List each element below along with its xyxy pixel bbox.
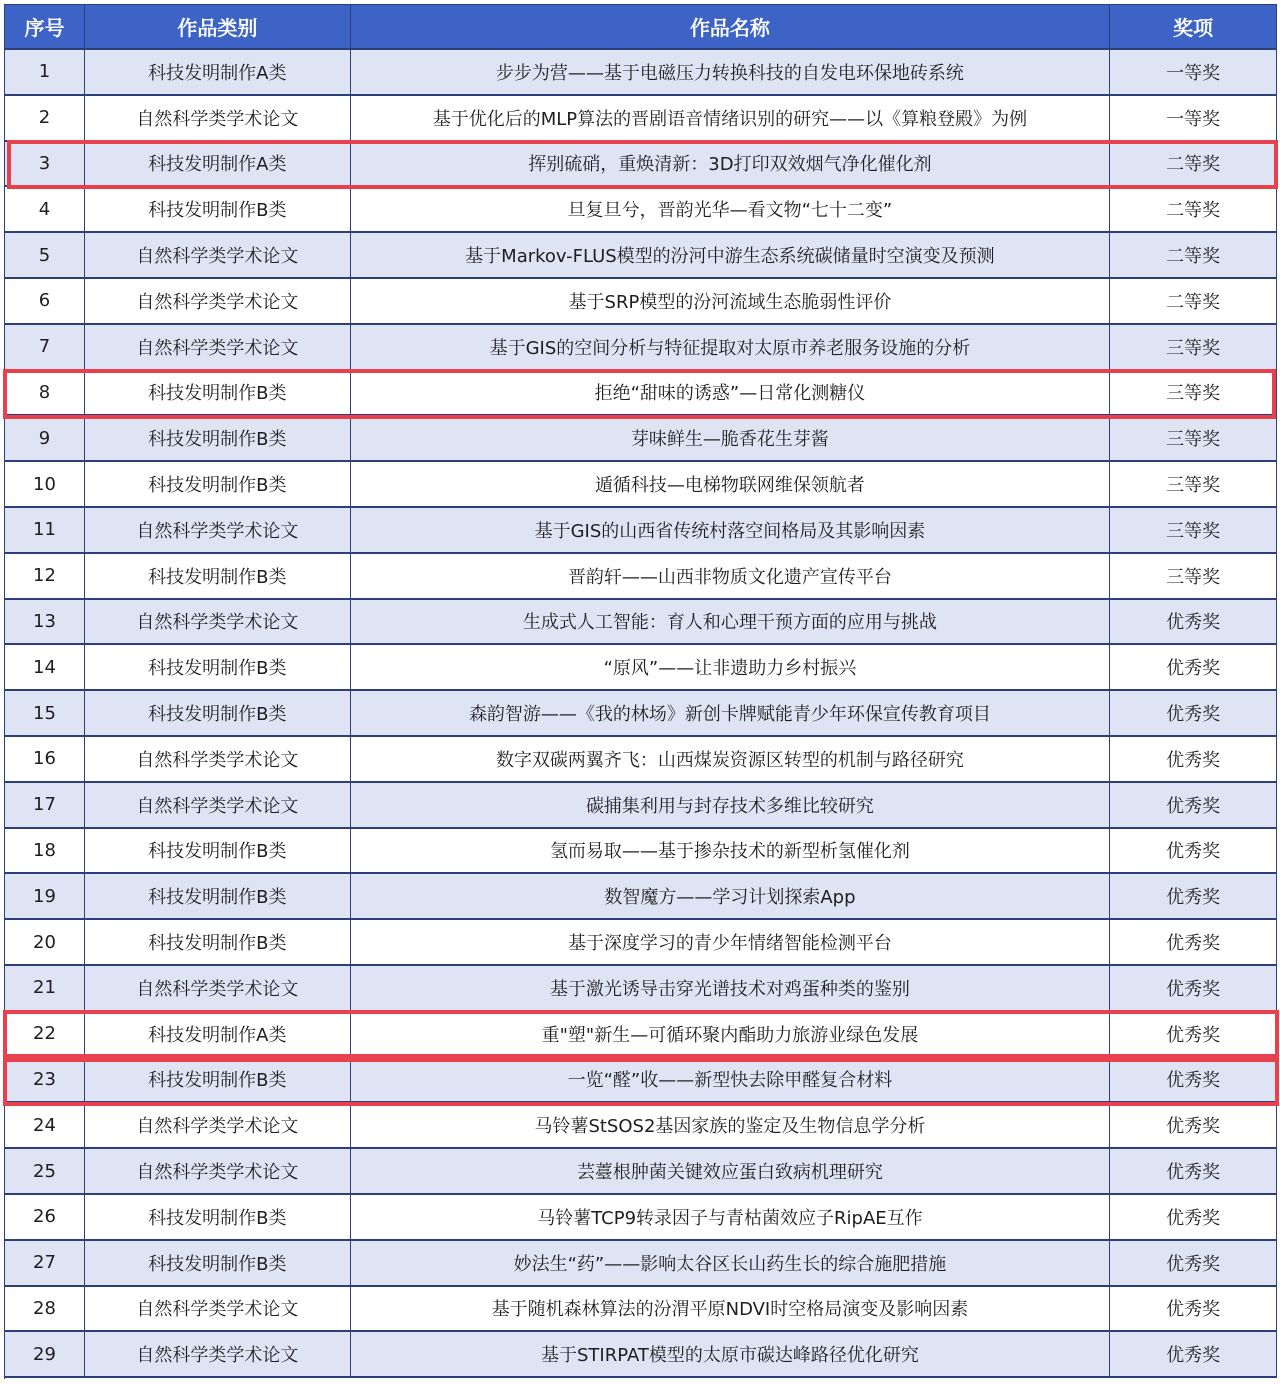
cell-award: 优秀奖 xyxy=(1110,1195,1277,1241)
cell-number: 6 xyxy=(5,279,85,325)
table-row xyxy=(5,966,1277,1012)
cell-category: 自然科学类学术论文 xyxy=(85,600,351,646)
cell-award: 一等奖 xyxy=(1110,96,1277,142)
table-row xyxy=(5,1149,1277,1195)
cell-category: 科技发明制作A类 xyxy=(85,142,351,188)
cell-award: 三等奖 xyxy=(1110,462,1277,508)
header-title: 作品名称 xyxy=(351,5,1110,50)
table-row xyxy=(5,783,1277,829)
header-category: 作品类别 xyxy=(85,5,351,50)
cell-award: 一等奖 xyxy=(1110,50,1277,96)
table-row xyxy=(5,462,1277,508)
cell-award: 优秀奖 xyxy=(1110,691,1277,737)
table-body xyxy=(5,50,1277,1378)
cell-number: 7 xyxy=(5,325,85,371)
header-number: 序号 xyxy=(5,5,85,50)
cell-number: 24 xyxy=(5,1103,85,1149)
cell-category: 自然科学类学术论文 xyxy=(85,1287,351,1333)
table-row xyxy=(5,142,1277,188)
table-row xyxy=(5,96,1277,142)
cell-number: 27 xyxy=(5,1241,85,1287)
cell-category: 科技发明制作B类 xyxy=(85,691,351,737)
cell-title: 基于随机森林算法的汾渭平原NDVI时空格局演变及影响因素 xyxy=(351,1287,1110,1333)
cell-title: 拒绝“甜味的诱惑”—日常化测糖仪 xyxy=(351,371,1110,417)
cell-title: 基于GIS的山西省传统村落空间格局及其影响因素 xyxy=(351,508,1110,554)
cell-title: 碳捕集利用与封存技术多维比较研究 xyxy=(351,783,1110,829)
cell-number: 9 xyxy=(5,416,85,462)
table-row xyxy=(5,1332,1277,1378)
cell-title: 重"塑"新生—可循环聚内酯助力旅游业绿色发展 xyxy=(351,1012,1110,1058)
cell-award: 优秀奖 xyxy=(1110,966,1277,1012)
table-row xyxy=(5,645,1277,691)
cell-title: 芸薹根肿菌关键效应蛋白致病机理研究 xyxy=(351,1149,1110,1195)
cell-category: 科技发明制作B类 xyxy=(85,874,351,920)
cell-award: 优秀奖 xyxy=(1110,1287,1277,1333)
cell-award: 二等奖 xyxy=(1110,233,1277,279)
cell-award: 优秀奖 xyxy=(1110,1103,1277,1149)
cell-category: 科技发明制作B类 xyxy=(85,1241,351,1287)
cell-category: 自然科学类学术论文 xyxy=(85,966,351,1012)
cell-title: 基于STIRPAT模型的太原市碳达峰路径优化研究 xyxy=(351,1332,1110,1378)
table-row xyxy=(5,371,1277,417)
table-row xyxy=(5,829,1277,875)
table-row xyxy=(5,920,1277,966)
cell-title: 基于GIS的空间分析与特征提取对太原市养老服务设施的分析 xyxy=(351,325,1110,371)
cell-award: 三等奖 xyxy=(1110,508,1277,554)
cell-number: 17 xyxy=(5,783,85,829)
cell-title: 森韵智游——《我的林场》新创卡牌赋能青少年环保宣传教育项目 xyxy=(351,691,1110,737)
cell-award: 优秀奖 xyxy=(1110,1012,1277,1058)
cell-number: 1 xyxy=(5,50,85,96)
cell-title: 马铃薯StSOS2基因家族的鉴定及生物信息学分析 xyxy=(351,1103,1110,1149)
cell-award: 优秀奖 xyxy=(1110,783,1277,829)
cell-number: 22 xyxy=(5,1012,85,1058)
cell-number: 14 xyxy=(5,645,85,691)
cell-title: 遁循科技—电梯物联网维保领航者 xyxy=(351,462,1110,508)
table-row xyxy=(5,1287,1277,1333)
cell-title: 基于深度学习的青少年情绪智能检测平台 xyxy=(351,920,1110,966)
cell-title: 基于激光诱导击穿光谱技术对鸡蛋种类的鉴别 xyxy=(351,966,1110,1012)
cell-number: 29 xyxy=(5,1332,85,1378)
cell-category: 自然科学类学术论文 xyxy=(85,1332,351,1378)
cell-category: 自然科学类学术论文 xyxy=(85,279,351,325)
cell-category: 科技发明制作B类 xyxy=(85,645,351,691)
cell-category: 自然科学类学术论文 xyxy=(85,1103,351,1149)
cell-category: 科技发明制作B类 xyxy=(85,462,351,508)
table-row xyxy=(5,187,1277,233)
table-row xyxy=(5,1058,1277,1104)
cell-number: 12 xyxy=(5,554,85,600)
table-row xyxy=(5,279,1277,325)
cell-number: 13 xyxy=(5,600,85,646)
cell-category: 科技发明制作B类 xyxy=(85,416,351,462)
table-row xyxy=(5,50,1277,96)
cell-category: 自然科学类学术论文 xyxy=(85,783,351,829)
cell-award: 优秀奖 xyxy=(1110,1241,1277,1287)
cell-award: 优秀奖 xyxy=(1110,1058,1277,1104)
cell-award: 优秀奖 xyxy=(1110,600,1277,646)
cell-category: 科技发明制作B类 xyxy=(85,920,351,966)
cell-category: 科技发明制作A类 xyxy=(85,50,351,96)
cell-title: 氢而易取——基于掺杂技术的新型析氢催化剂 xyxy=(351,829,1110,875)
cell-number: 28 xyxy=(5,1287,85,1333)
cell-category: 科技发明制作B类 xyxy=(85,371,351,417)
table-row xyxy=(5,416,1277,462)
table-row xyxy=(5,325,1277,371)
table-row xyxy=(5,737,1277,783)
cell-title: 一览“醛”收——新型快去除甲醛复合材料 xyxy=(351,1058,1110,1104)
awards-table xyxy=(4,4,1277,1379)
cell-category: 科技发明制作B类 xyxy=(85,554,351,600)
table-row xyxy=(5,554,1277,600)
cell-number: 5 xyxy=(5,233,85,279)
cell-title: 生成式人工智能：育人和心理干预方面的应用与挑战 xyxy=(351,600,1110,646)
cell-title: 挥别硫硝，重焕清新：3D打印双效烟气净化催化剂 xyxy=(351,142,1110,188)
cell-award: 二等奖 xyxy=(1110,279,1277,325)
cell-number: 8 xyxy=(5,371,85,417)
cell-title: 数智魔方——学习计划探索App xyxy=(351,874,1110,920)
cell-title: 晋韵轩——山西非物质文化遗产宣传平台 xyxy=(351,554,1110,600)
cell-award: 三等奖 xyxy=(1110,554,1277,600)
cell-number: 15 xyxy=(5,691,85,737)
cell-title: “原风”——让非遗助力乡村振兴 xyxy=(351,645,1110,691)
header-award: 奖项 xyxy=(1110,5,1277,50)
cell-number: 16 xyxy=(5,737,85,783)
cell-award: 优秀奖 xyxy=(1110,1149,1277,1195)
cell-award: 优秀奖 xyxy=(1110,920,1277,966)
cell-award: 优秀奖 xyxy=(1110,829,1277,875)
cell-number: 23 xyxy=(5,1058,85,1104)
cell-category: 科技发明制作B类 xyxy=(85,829,351,875)
table-row xyxy=(5,1195,1277,1241)
cell-category: 科技发明制作A类 xyxy=(85,1012,351,1058)
cell-title: 数字双碳两翼齐飞：山西煤炭资源区转型的机制与路径研究 xyxy=(351,737,1110,783)
table-row xyxy=(5,233,1277,279)
cell-category: 科技发明制作B类 xyxy=(85,187,351,233)
cell-title: 马铃薯TCP9转录因子与青枯菌效应子RipAE互作 xyxy=(351,1195,1110,1241)
cell-category: 自然科学类学术论文 xyxy=(85,96,351,142)
cell-award: 二等奖 xyxy=(1110,187,1277,233)
cell-category: 自然科学类学术论文 xyxy=(85,233,351,279)
cell-title: 旦复旦兮，晋韵光华—看文物“七十二变” xyxy=(351,187,1110,233)
cell-number: 10 xyxy=(5,462,85,508)
table-row xyxy=(5,691,1277,737)
cell-title: 妙法生“药”——影响太谷区长山药生长的综合施肥措施 xyxy=(351,1241,1110,1287)
cell-category: 自然科学类学术论文 xyxy=(85,737,351,783)
table-row xyxy=(5,1103,1277,1149)
cell-title: 基于Markov-FLUS模型的汾河中游生态系统碳储量时空演变及预测 xyxy=(351,233,1110,279)
cell-award: 三等奖 xyxy=(1110,371,1277,417)
cell-number: 11 xyxy=(5,508,85,554)
cell-category: 自然科学类学术论文 xyxy=(85,325,351,371)
table-header xyxy=(5,5,1277,50)
cell-award: 优秀奖 xyxy=(1110,874,1277,920)
cell-number: 2 xyxy=(5,96,85,142)
cell-award: 优秀奖 xyxy=(1110,645,1277,691)
cell-title: 芽味鲜生—脆香花生芽酱 xyxy=(351,416,1110,462)
cell-award: 三等奖 xyxy=(1110,325,1277,371)
cell-number: 26 xyxy=(5,1195,85,1241)
cell-number: 20 xyxy=(5,920,85,966)
cell-number: 25 xyxy=(5,1149,85,1195)
cell-award: 二等奖 xyxy=(1110,142,1277,188)
cell-number: 3 xyxy=(5,142,85,188)
cell-category: 自然科学类学术论文 xyxy=(85,508,351,554)
table-row xyxy=(5,508,1277,554)
cell-title: 步步为营——基于电磁压力转换科技的自发电环保地砖系统 xyxy=(351,50,1110,96)
table-row xyxy=(5,1012,1277,1058)
cell-award: 三等奖 xyxy=(1110,416,1277,462)
cell-title: 基于SRP模型的汾河流域生态脆弱性评价 xyxy=(351,279,1110,325)
cell-title: 基于优化后的MLP算法的晋剧语音情绪识别的研究——以《算粮登殿》为例 xyxy=(351,96,1110,142)
cell-category: 自然科学类学术论文 xyxy=(85,1149,351,1195)
table-row xyxy=(5,1241,1277,1287)
cell-number: 21 xyxy=(5,966,85,1012)
table-row xyxy=(5,874,1277,920)
cell-number: 4 xyxy=(5,187,85,233)
cell-category: 科技发明制作B类 xyxy=(85,1058,351,1104)
cell-award: 优秀奖 xyxy=(1110,737,1277,783)
table-row xyxy=(5,600,1277,646)
cell-number: 18 xyxy=(5,829,85,875)
cell-category: 科技发明制作B类 xyxy=(85,1195,351,1241)
cell-number: 19 xyxy=(5,874,85,920)
cell-award: 优秀奖 xyxy=(1110,1332,1277,1378)
